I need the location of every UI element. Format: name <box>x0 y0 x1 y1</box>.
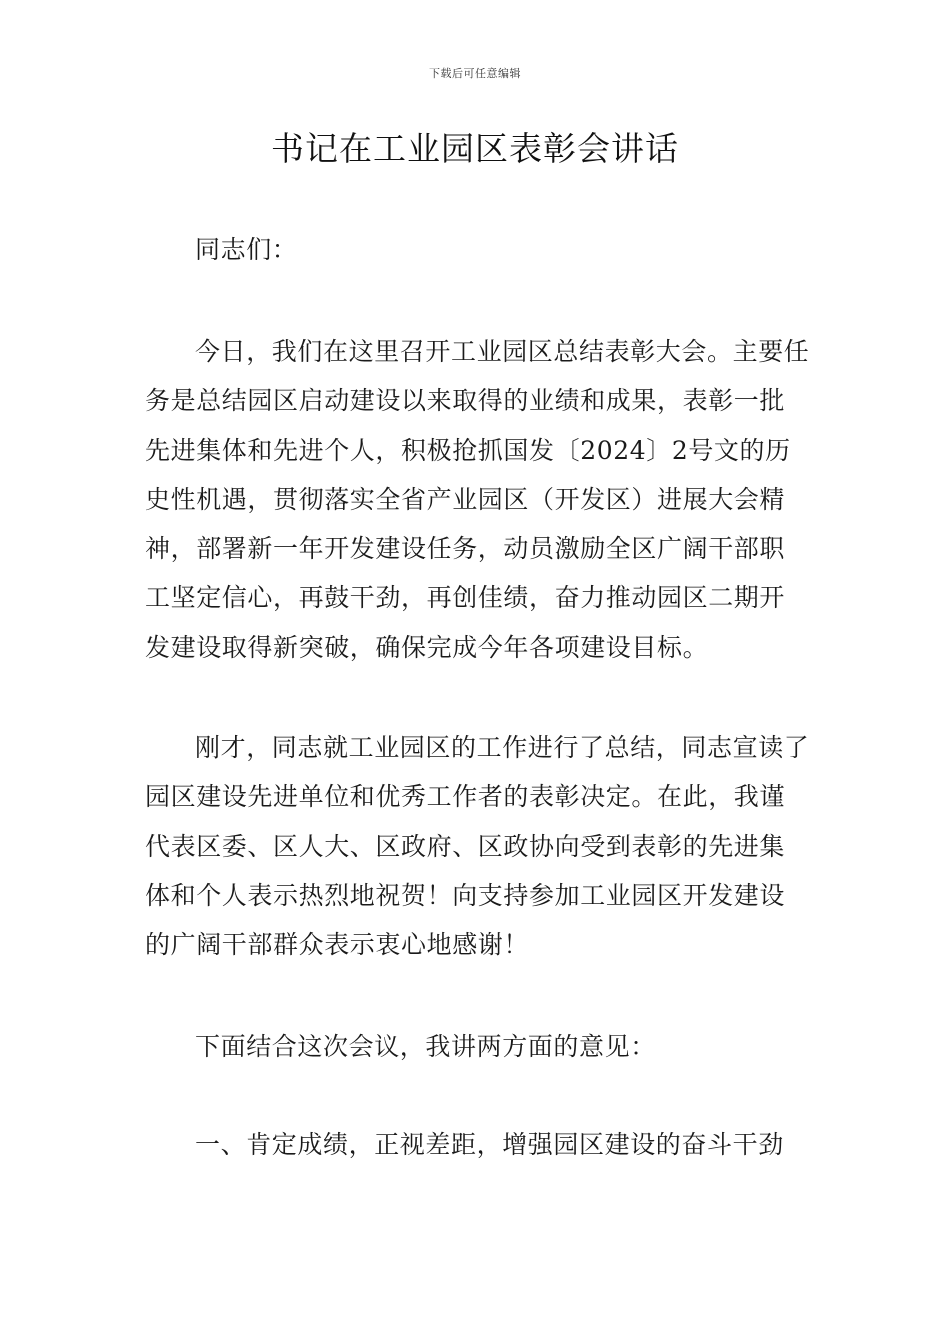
section-heading: 一、肯定成绩，正视差距，增强园区建设的奋斗干劲 <box>195 1130 784 1159</box>
paragraph-transition: 下面结合这次会议，我讲两方面的意见： <box>195 1032 656 1061</box>
greeting: 同志们： <box>195 235 298 264</box>
header-note: 下载后可任意编辑 <box>429 67 521 80</box>
paragraph-opening: 今日，我们在这里召开工业园区总结表彰大会。主要任务是总结园区启动建设以来取得的业绩和成果，表彰一批先进集体和先进个人，积极抢抓国发〔2024〕2号文的历史性机遇，贯彻落实全省产业园区（开发区）进展大会精神，部署新一年开发建设任务，动员激励全区广阔干部职工坚定信心，再鼓干劲，再创佳绩，奋力推动园区二期开发建设取得新突破，确保完成今年各项建设目标。 <box>145 337 810 662</box>
paragraph-congratulations: 刚才，同志就工业园区的工作进行了总结，同志宣读了园区建设先进单位和优秀工作者的表彰决定。在此，我谨代表区委、区人大、区政府、区政协向受到表彰的先进集体和个人表示热烈地祝贺！向支持参加工业园区开发建设的广阔干部群众表示衷心地感谢！ <box>145 733 810 960</box>
document-title: 书记在工业园区表彰会讲话 <box>271 129 679 168</box>
